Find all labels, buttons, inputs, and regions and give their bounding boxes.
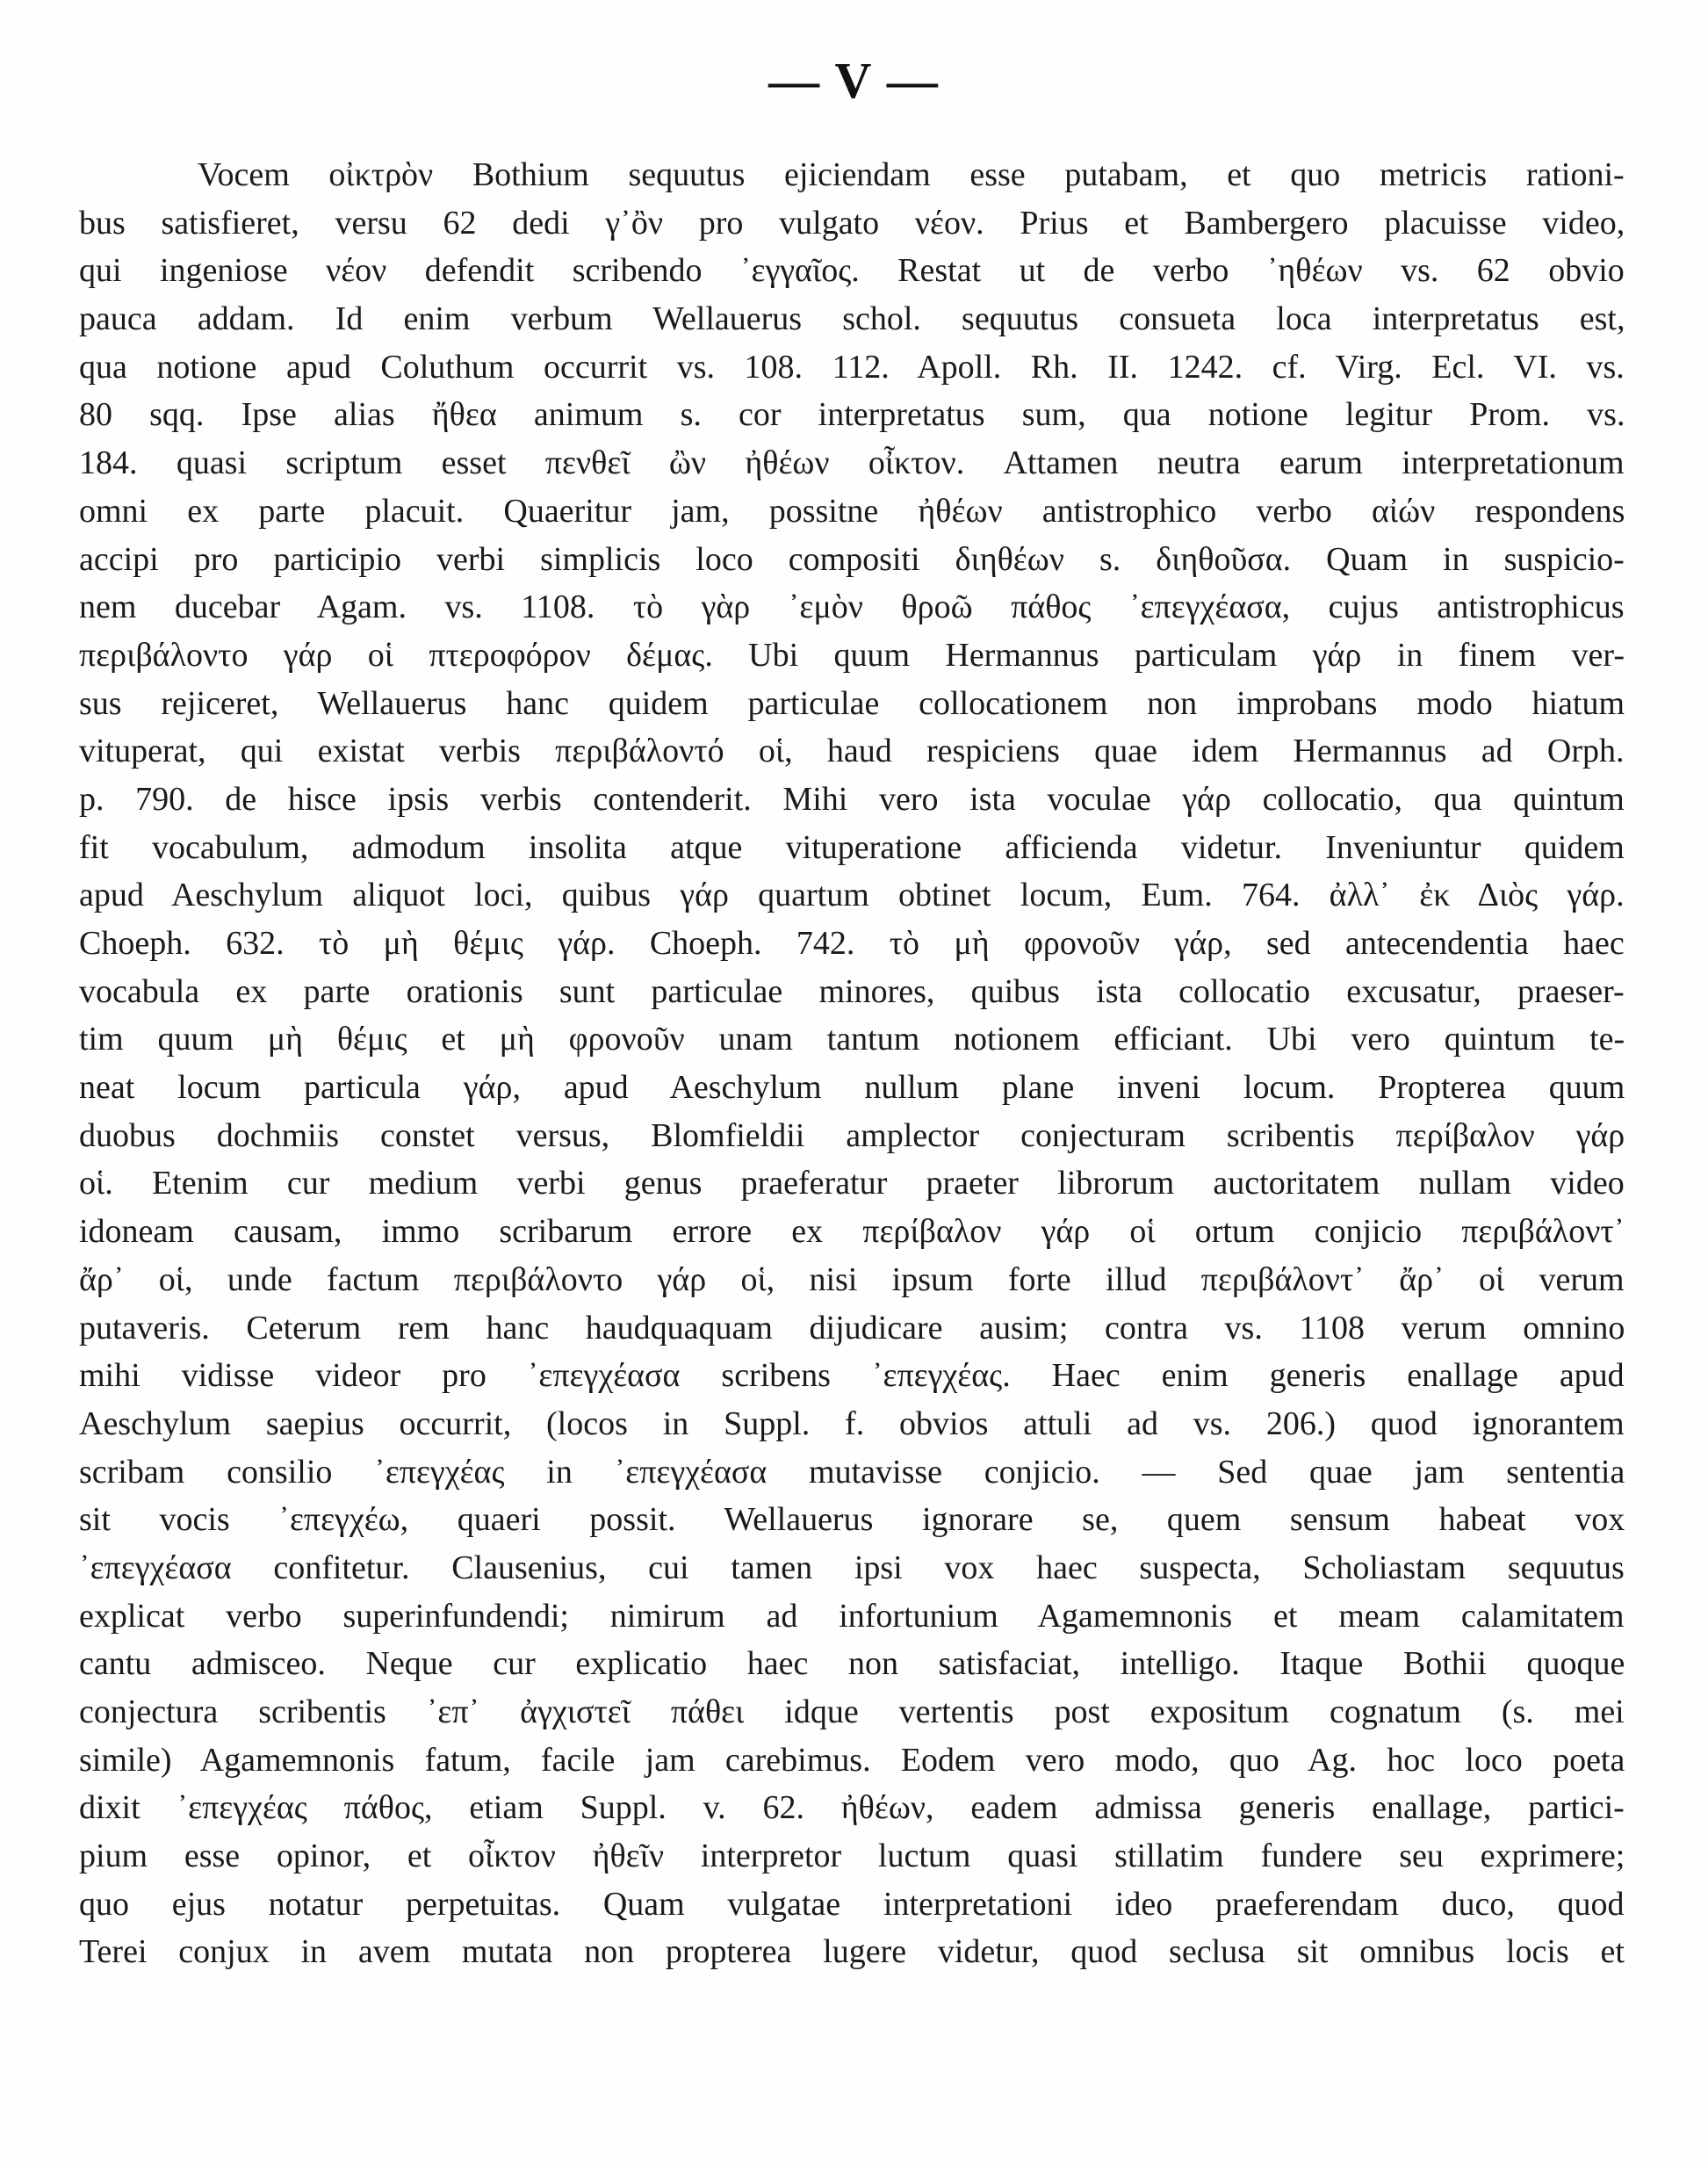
- text-line: περιβάλοντο γάρ οἱ πτεροφόρον δέμας. Ubi quum Hermannus particulam γάρ in finem ver-: [79, 636, 1625, 674]
- text-line: Aeschylum saepius occurrit, (locos in Suppl. f. obvios attuli ad vs. 206.) quod ignorantem: [79, 1404, 1625, 1442]
- text-line: p. 790. de hisce ipsis verbis contenderit. Mihi vero ista voculae γάρ collocatio, qua quintum: [79, 780, 1625, 818]
- text-line: 184. quasi scriptum esset πενθεῖ ὢν ἠθέων οἶκτον. Attamen neutra earum interpretationum: [79, 444, 1625, 482]
- text-line: omni ex parte placuit. Quaeritur jam, possitne ἠθέων antistrophico verbo αἰών respondens: [79, 492, 1625, 530]
- text-line: cantu admisceo. Neque cur explicatio haec non satisfaciat, intelligo. Itaque Bothii quoque: [79, 1645, 1625, 1683]
- text-line: scribam consilio ᾽επεγχέας in ᾽επεγχέασα mutavisse conjicio. — Sed quae jam sententia: [79, 1453, 1625, 1491]
- text-line: 80 sqq. Ipse alias ἤθεα animum s. cor interpretatus sum, qua notione legitur Prom. vs.: [79, 396, 1625, 434]
- text-line: explicat verbo superinfundendi; nimirum ad infortunium Agamemnonis et meam calamitatem: [79, 1597, 1625, 1635]
- text-line: mihi vidisse videor pro ᾽επεγχέασα scribens ᾽επεγχέας. Haec enim generis enallage apud: [79, 1357, 1625, 1395]
- text-line: pauca addam. Id enim verbum Wellauerus schol. sequutus consueta loca interpretatus est,: [79, 300, 1625, 338]
- text-line: fit vocabulum, admodum insolita atque vituperatione afficienda videtur. Inveniuntur quidem: [79, 828, 1625, 866]
- text-line: duobus dochmiis constet versus, Blomfieldii amplector conjecturam scribentis περίβαλον γάρ: [79, 1116, 1625, 1154]
- text-line: qua notione apud Coluthum occurrit vs. 108. 112. Apoll. Rh. II. 1242. cf. Virg. Ecl. VI. vs.: [79, 348, 1625, 386]
- text-line: putaveris. Ceterum rem hanc haudquaquam dijudicare ausim; contra vs. 1108 verum omnino: [79, 1309, 1625, 1347]
- text-line: conjectura scribentis ᾽επ᾽ ἀγχιστεῖ πάθει idque vertentis post expositum cognatum (s. mei: [79, 1693, 1625, 1730]
- text-line: ᾽επεγχέασα confitetur. Clausenius, cui tamen ipsi vox haec suspecta, Scholiastam sequutus: [79, 1549, 1625, 1586]
- text-line: apud Aeschylum aliquot loci, quibus γάρ quartum obtinet locum, Eum. 764. ἀλλ᾽ ἐκ Διὸς γάρ.: [79, 877, 1625, 914]
- text-line: pium esse opinor, et οἶκτον ἠθεῖν interpretor luctum quasi stillatim fundere seu exprimere;: [79, 1837, 1625, 1875]
- text-line: tim quum μὴ θέμις et μὴ φρονοῦν unam tantum notionem efficiant. Ubi vero quintum te-: [79, 1021, 1625, 1058]
- text-line: accipi pro participio verbi simplicis loco compositi διηθέων s. διηθοῦσα. Quam in suspicio-: [79, 540, 1625, 578]
- text-line: idoneam causam, immo scribarum errore ex περίβαλον γάρ οἱ ortum conjicio περιβάλοντ᾽: [79, 1213, 1625, 1251]
- text-line: quo ejus notatur perpetuitas. Quam vulgatae interpretationi ideo praeferendam duco, quod: [79, 1885, 1625, 1923]
- text-line: nem ducebar Agam. vs. 1108. τὸ γὰρ ᾽εμὸν θροῶ πάθος ᾽επεγχέασα, cujus antistrophicus: [79, 588, 1625, 626]
- text-line: sit vocis ᾽επεγχέω, quaeri possit. Wellauerus ignorare se, quem sensum habeat vox: [79, 1501, 1625, 1539]
- text-line: neat locum particula γάρ, apud Aeschylum nullum plane inveni locum. Propterea quum: [79, 1069, 1625, 1107]
- text-line: Terei conjux in avem mutata non propterea lugere videtur, quod seclusa sit omnibus locis et: [79, 1933, 1625, 1971]
- text-line: vituperat, qui existat verbis περιβάλοντό οἱ, haud respiciens quae idem Hermannus ad Orph.: [79, 733, 1625, 770]
- text-line: ἄρ᾽ οἱ, unde factum περιβάλοντο γάρ οἱ, nisi ipsum forte illud περιβάλοντ᾽ ἄρ᾽ οἱ verum: [79, 1260, 1625, 1298]
- text-line: simile) Agamemnonis fatum, facile jam carebimus. Eodem vero modo, quo Ag. hoc loco poeta: [79, 1741, 1625, 1779]
- text-line: Vocem οἰκτρὸν Bothium sequutus ejiciendam esse putabam, et quo metricis rationi-: [198, 156, 1625, 193]
- text-line: sus rejiceret, Wellauerus hanc quidem particulae collocationem non improbans modo hiatum: [79, 684, 1625, 722]
- text-line: bus satisfieret, versu 62 dedi γ᾽ὂν pro vulgato νέον. Prius et Bambergero placuisse video,: [79, 204, 1625, 242]
- text-line: οἱ. Etenim cur medium verbi genus praeferatur praeter librorum auctoritatem nullam video: [79, 1165, 1625, 1202]
- text-line: qui ingeniose νέον defendit scribendo ᾽εγγαῖος. Restat ut de verbo ᾽ηθέων vs. 62 obvio: [79, 252, 1625, 290]
- body-text: [79, 151, 1625, 1976]
- text-line: Choeph. 632. τὸ μὴ θέμις γάρ. Choeph. 742. τὸ μὴ φρονοῦν γάρ, sed antecendentia haec: [79, 925, 1625, 962]
- text-line: dixit ᾽επεγχέας πάθος, etiam Suppl. v. 62. ἠθέων, eadem admissa generis enallage, partici-: [79, 1789, 1625, 1827]
- text-line: vocabula ex parte orationis sunt particulae minores, quibus ista collocatio excusatur, praeser-: [79, 972, 1625, 1010]
- page-number-header: — V —: [768, 52, 940, 109]
